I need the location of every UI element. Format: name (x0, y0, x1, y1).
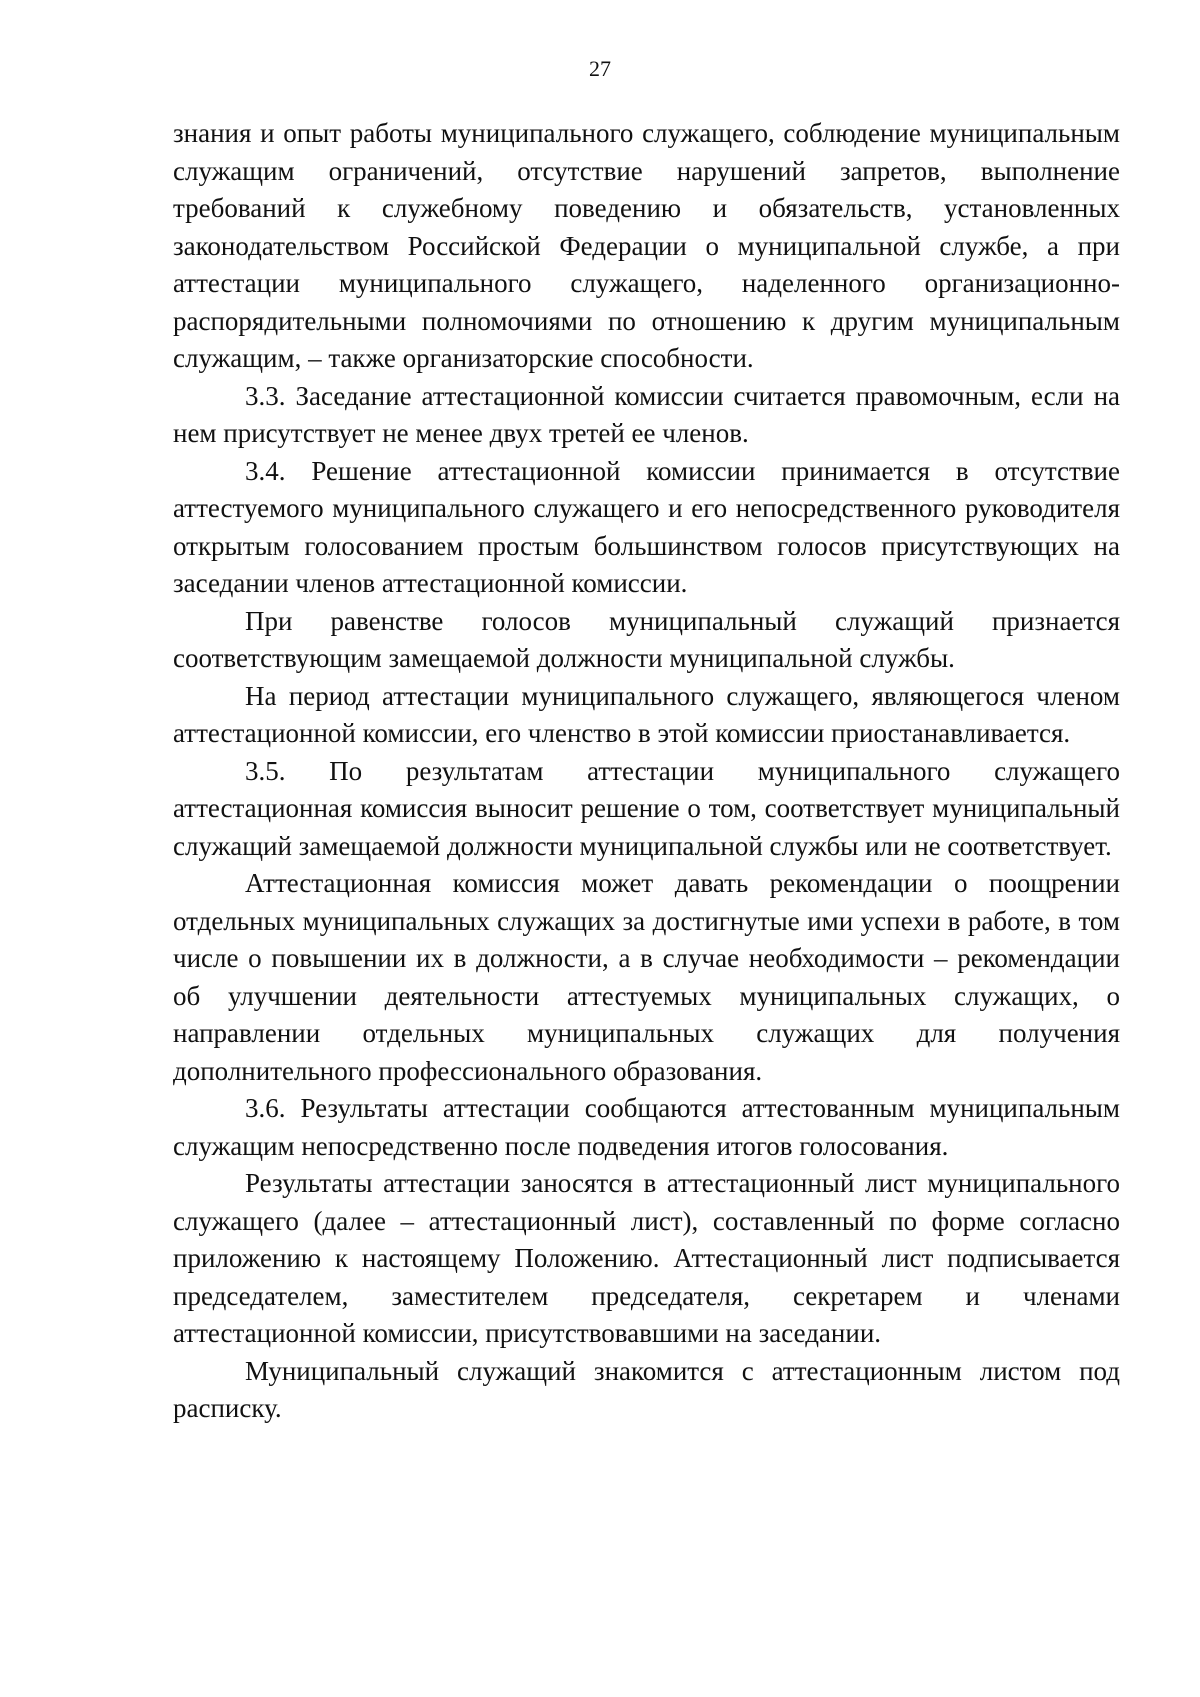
paragraph-3-4: 3.4. Решение аттестационной комиссии принимается в отсутствие аттестуемого муниципального служащего и его непосредственного руководителя открытым голосованием простым большинством голосов присутствующих на заседании членов аттестационной комиссии. (173, 455, 1120, 598)
paragraph-continuation: знания и опыт работы муниципального служащего, соблюдение муниципальным служащим ограничений, отсутствие нарушений запретов, выполнение требований к служебному поведению и обязательств, установленных законодательством Российской Федерации о муниципальной службе, а при аттестации муниципального служащего, наделенного организационно-распорядительными полномочиями по отношению к другим муниципальным служащим, – также организаторские способности. (173, 118, 1120, 373)
paragraph-membership-suspended: На период аттестации муниципального служащего, являющегося членом аттестационной комиссии, его членство в этой комиссии приостанавливается. (173, 680, 1120, 748)
paragraph-recommendations: Аттестационная комиссия может давать рекомендации о поощрении отдельных муниципальных служащих за достигнутые ими успехи в работе, в том числе о повышении их в должности, а в случае необходимости – рекомендации об улучшении деятельности аттестуемых муниципальных служащих, о направлении отдельных муниципальных служащих для получения дополнительного профессионального образования. (173, 868, 1120, 1086)
document-body (173, 115, 1120, 1428)
paragraph-3-5: 3.5. По результатам аттестации муниципального служащего аттестационная комиссия выносит решение о том, соответствует муниципальный служащий замещаемой должности муниципальной службы или не соответствует. (173, 755, 1120, 861)
paragraph-acknowledgement: Муниципальный служащий знакомится с аттестационным листом под расписку. (173, 1355, 1120, 1423)
paragraph-3-3: 3.3. Заседание аттестационной комиссии считается правомочным, если на нем присутствует не менее двух третей ее членов. (173, 380, 1120, 448)
paragraph-attestation-sheet: Результаты аттестации заносятся в аттестационный лист муниципального служащего (далее – аттестационный лист), составленный по форме согласно приложению к настоящему Положению. Аттестационный лист подписывается председателем, заместителем председателя, секретарем и членами аттестационной комиссии, присутствовавшими на заседании. (173, 1168, 1120, 1348)
paragraph-3-6: 3.6. Результаты аттестации сообщаются аттестованным муниципальным служащим непосредственно после подведения итогов голосования. (173, 1093, 1120, 1161)
page-number: 27 (589, 56, 611, 81)
paragraph-equal-votes: При равенстве голосов муниципальный служащий признается соответствующим замещаемой должности муниципальной службы. (173, 605, 1120, 673)
